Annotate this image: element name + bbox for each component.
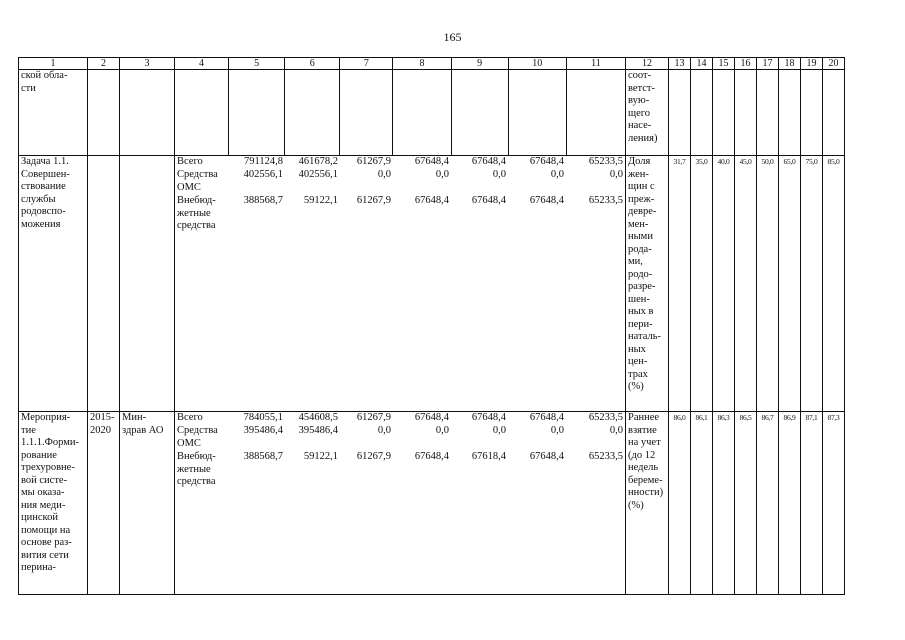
funding-amount: 0,0 xyxy=(550,169,564,180)
text-line: наталь- xyxy=(628,331,662,342)
funding-amount: 67648,4 xyxy=(414,156,449,167)
funding-amount: 67648,4 xyxy=(529,412,564,423)
measure-target-value: 86,7 xyxy=(757,412,779,595)
page-number: 165 xyxy=(443,30,462,44)
text-line: 1.1.1.Форми- xyxy=(21,437,80,448)
funding-amount: 402556,1 xyxy=(298,169,338,180)
funding-source-label xyxy=(175,156,229,169)
column-number-cell: 3 xyxy=(120,58,175,70)
funding-amount: 67648,4 xyxy=(529,451,564,462)
text-line: Внебюд- xyxy=(177,195,216,206)
funding-amount: 65233,5 xyxy=(588,412,623,423)
task-funding-row xyxy=(175,169,625,195)
text-line: девре- xyxy=(628,206,657,217)
text-line: жетные xyxy=(177,463,211,475)
column-number-cell: 12 xyxy=(626,58,669,70)
empty-cell xyxy=(88,70,120,156)
funding-amount: 0,0 xyxy=(435,169,449,180)
continuation-indicator-cell xyxy=(626,70,669,156)
text-line: Всего xyxy=(177,156,203,167)
funding-source-label xyxy=(175,169,229,195)
text-line: ОМС xyxy=(177,181,201,193)
task-target-value: 50,0 xyxy=(757,156,779,412)
empty-cell xyxy=(779,70,801,156)
funding-amount: 67648,4 xyxy=(414,451,449,462)
text-line: рода- xyxy=(628,243,652,255)
text-line: можения xyxy=(21,218,61,230)
column-number-cell: 4 xyxy=(175,58,229,70)
measure-target-value: 86,5 xyxy=(735,412,757,595)
column-number-cell: 11 xyxy=(566,58,625,70)
text-line: вития сети xyxy=(21,549,69,561)
funding-amount: 0,0 xyxy=(550,425,564,436)
empty-cell xyxy=(823,70,845,156)
empty-cell xyxy=(566,70,625,156)
text-line: Внебюд- xyxy=(177,451,216,462)
funding-amount: 59122,1 xyxy=(303,451,338,462)
column-number-cell: 7 xyxy=(340,58,393,70)
text-line: взятие xyxy=(628,424,657,436)
empty-cell xyxy=(508,70,566,156)
funding-amount: 0,0 xyxy=(609,425,623,436)
text-line: вой систе- xyxy=(21,474,68,486)
text-line: ния меди- xyxy=(21,499,66,511)
task-target-value: 31,7 xyxy=(669,156,691,412)
funding-amount: 67648,4 xyxy=(471,156,506,167)
text-line: нности) xyxy=(628,487,664,498)
measure-name-cell xyxy=(19,412,88,595)
measure-indicator-cell xyxy=(626,412,669,595)
funding-amount: 0,0 xyxy=(435,425,449,436)
text-line: мы оказа- xyxy=(21,487,65,498)
measure-funding-row xyxy=(175,451,625,490)
empty-cell xyxy=(691,70,713,156)
empty-cell xyxy=(713,70,735,156)
text-line: перина- xyxy=(21,562,56,573)
funding-amount: 0,0 xyxy=(377,169,391,180)
measure-target-value: 86,3 xyxy=(713,412,735,595)
funding-amount: 59122,1 xyxy=(303,195,338,206)
column-number-cell: 20 xyxy=(823,58,845,70)
text-line: 2015- xyxy=(90,412,115,423)
funding-amount: 395486,4 xyxy=(298,425,338,436)
column-number-cell: 17 xyxy=(757,58,779,70)
task-funding-row xyxy=(175,156,625,169)
task-period-cell xyxy=(88,156,120,412)
column-number-cell: 18 xyxy=(779,58,801,70)
measure-executor-cell xyxy=(120,412,175,595)
text-line: недель xyxy=(628,462,659,473)
text-line: ными xyxy=(628,231,653,242)
text-line: преж- xyxy=(628,193,655,205)
text-line: пери- xyxy=(628,318,653,330)
column-number-cell: 6 xyxy=(285,58,340,70)
continuation-row xyxy=(19,70,845,156)
text-line: ствование xyxy=(21,181,66,192)
text-line: береме- xyxy=(628,474,663,486)
funding-amount: 791124,8 xyxy=(244,156,283,167)
funding-amount: 67648,4 xyxy=(471,412,506,423)
text-line: щин с xyxy=(628,181,655,192)
funding-amount: 65233,5 xyxy=(588,156,623,167)
funding-amount: 67648,4 xyxy=(414,195,449,206)
funding-amount: 67648,4 xyxy=(414,412,449,423)
text-line: ных в xyxy=(628,306,654,317)
funding-source-label xyxy=(175,425,229,451)
task-target-value: 40,0 xyxy=(713,156,735,412)
text-line: ных xyxy=(628,343,646,355)
text-line: 2020 xyxy=(90,424,111,436)
measure-target-value: 86,9 xyxy=(779,412,801,595)
text-line: Всего xyxy=(177,412,203,423)
text-line: ветст- xyxy=(628,82,656,94)
column-number-cell: 15 xyxy=(713,58,735,70)
text-line: вую- xyxy=(628,95,650,106)
empty-cell xyxy=(801,70,823,156)
task-indicator-cell xyxy=(626,156,669,412)
empty-cell xyxy=(120,70,175,156)
task-executor-cell xyxy=(120,156,175,412)
funding-amount: 61267,9 xyxy=(356,451,391,462)
measure-target-value: 87,3 xyxy=(823,412,845,595)
task-target-value: 35,0 xyxy=(691,156,713,412)
text-line: ми, xyxy=(628,256,643,267)
text-line: трехуровне- xyxy=(21,462,75,473)
funding-amount: 0,0 xyxy=(377,425,391,436)
funding-amount: 61267,9 xyxy=(356,412,391,423)
funding-amount: 388568,7 xyxy=(243,451,283,462)
text-line: разре- xyxy=(628,281,656,292)
funding-amount: 0,0 xyxy=(609,169,623,180)
text-line: помощи на xyxy=(21,524,71,536)
funding-amount: 388568,7 xyxy=(243,195,283,206)
text-line: Мин- xyxy=(122,412,147,423)
text-line: средства xyxy=(177,220,216,231)
task-name-cell xyxy=(19,156,88,412)
column-number-row xyxy=(19,58,845,70)
funding-amount: 61267,9 xyxy=(356,195,391,206)
task-target-value: 65,0 xyxy=(779,156,801,412)
funding-amount: 395486,4 xyxy=(243,425,283,436)
text-line: средства xyxy=(177,476,216,487)
text-line: Мероприя- xyxy=(21,412,71,423)
text-line: Средства xyxy=(177,169,218,180)
text-line: шен- xyxy=(628,293,650,305)
funding-amount: 65233,5 xyxy=(588,195,623,206)
column-number-cell: 8 xyxy=(393,58,451,70)
measure-target-value: 86,1 xyxy=(691,412,713,595)
text-line: трах xyxy=(628,368,648,380)
measure-funding-row xyxy=(175,412,625,425)
funding-source-label xyxy=(175,412,229,425)
funding-amount: 0,0 xyxy=(492,169,506,180)
task-target-value: 85,0 xyxy=(823,156,845,412)
funding-source-label xyxy=(175,195,229,234)
text-line: (до 12 xyxy=(628,449,656,461)
funding-amount: 65233,5 xyxy=(588,451,623,462)
measure-funding-cell xyxy=(175,412,626,595)
funding-source-label xyxy=(175,451,229,490)
empty-cell xyxy=(285,70,340,156)
measure-funding-row xyxy=(175,425,625,451)
column-number-cell: 10 xyxy=(508,58,566,70)
text-line: жен- xyxy=(628,168,649,180)
text-line: на учет xyxy=(628,437,661,448)
text-line: щего xyxy=(628,107,651,119)
budget-table xyxy=(18,57,845,595)
empty-cell xyxy=(393,70,451,156)
text-line: соот- xyxy=(628,70,652,81)
text-line: насе- xyxy=(628,120,652,131)
funding-amount: 67648,4 xyxy=(529,156,564,167)
text-line: цинской xyxy=(21,512,58,523)
funding-amount: 784055,1 xyxy=(243,412,283,423)
text-line: ления) xyxy=(628,132,658,144)
text-line: цен- xyxy=(628,356,648,367)
text-line: Доля xyxy=(628,156,651,167)
column-number-cell: 13 xyxy=(669,58,691,70)
text-line: жетные xyxy=(177,207,211,219)
funding-amount: 0,0 xyxy=(492,425,506,436)
task-target-value: 45,0 xyxy=(735,156,757,412)
text-line: рование xyxy=(21,449,57,461)
column-number-cell: 14 xyxy=(691,58,713,70)
text-line: тие xyxy=(21,424,36,436)
funding-amount: 67648,4 xyxy=(471,195,506,206)
empty-cell xyxy=(669,70,691,156)
column-number-cell: 9 xyxy=(451,58,508,70)
text-line: ОМС xyxy=(177,437,201,449)
text-line: сти xyxy=(21,82,36,94)
text-line: ской обла- xyxy=(21,70,68,81)
text-line: Задача 1.1. xyxy=(21,156,69,167)
measure-funding-table xyxy=(175,412,625,490)
text-line: (%) xyxy=(628,499,644,511)
text-line: службы xyxy=(21,193,56,205)
funding-amount: 67648,4 xyxy=(529,195,564,206)
text-line: Совершен- xyxy=(21,168,70,180)
empty-cell xyxy=(340,70,393,156)
column-number-cell: 16 xyxy=(735,58,757,70)
funding-amount: 61267,9 xyxy=(356,156,391,167)
column-number-cell: 19 xyxy=(801,58,823,70)
text-line: Раннее xyxy=(628,412,660,423)
text-line: мен- xyxy=(628,218,649,230)
empty-cell xyxy=(757,70,779,156)
funding-amount: 402556,1 xyxy=(243,169,283,180)
column-number-cell: 1 xyxy=(19,58,88,70)
text-line: основе раз- xyxy=(21,537,72,548)
text-line: Средства xyxy=(177,425,218,436)
column-number-cell: 2 xyxy=(88,58,120,70)
text-line: родо- xyxy=(628,268,653,280)
text-line: родовспо- xyxy=(21,206,66,217)
task-target-value: 75,0 xyxy=(801,156,823,412)
empty-cell xyxy=(451,70,508,156)
funding-amount: 67618,4 xyxy=(471,451,506,462)
measure-target-value: 86,0 xyxy=(669,412,691,595)
funding-amount: 461678,2 xyxy=(298,156,338,167)
empty-cell xyxy=(175,70,229,156)
measure-period-cell xyxy=(88,412,120,595)
empty-cell xyxy=(735,70,757,156)
task-row xyxy=(19,156,845,412)
task-funding-row xyxy=(175,195,625,234)
continuation-name-cell xyxy=(19,70,88,156)
measure-row xyxy=(19,412,845,595)
column-number-cell: 5 xyxy=(229,58,285,70)
measure-target-value: 87,1 xyxy=(801,412,823,595)
funding-amount: 454608,5 xyxy=(298,412,338,423)
task-funding-table xyxy=(175,156,625,234)
text-line: здрав АО xyxy=(122,424,164,436)
text-line: (%) xyxy=(628,381,644,392)
empty-cell xyxy=(229,70,285,156)
task-funding-cell xyxy=(175,156,626,412)
